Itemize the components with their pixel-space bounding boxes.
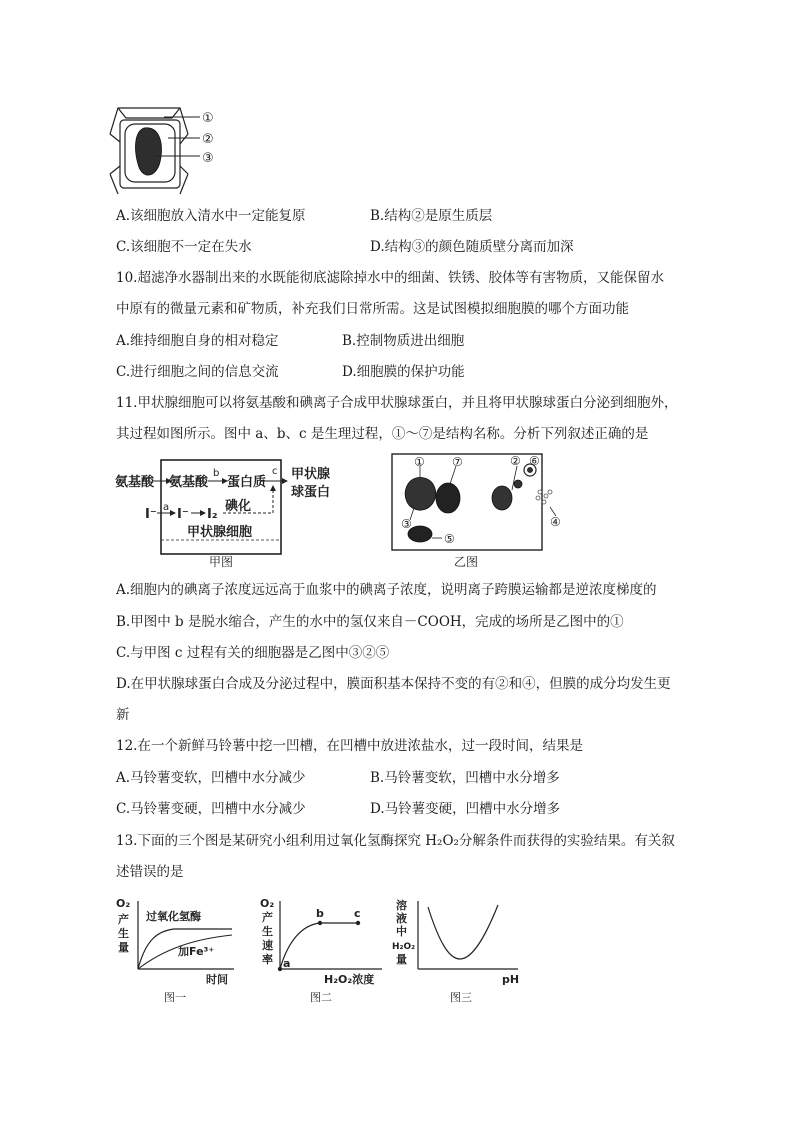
product-label-2: 球蛋白 [291, 485, 331, 500]
q11-option-d-line-1: D.在甲状腺球蛋白合成及分泌过程中，膜面积基本保持不变的有②和④，但膜的成分均发生更 [116, 676, 671, 692]
curve-h2o2-vs-ph [428, 905, 498, 959]
thyroid-cell-label: 甲状腺细胞 [187, 525, 253, 540]
q9-option-d: D.结构③的颜色随质壁分离而加深 [370, 239, 574, 255]
amino-acid-inside: 氨基酸 [169, 475, 209, 490]
iodine-label: I₂ [207, 507, 218, 522]
figure-2-chart [258, 895, 388, 1007]
iodination-label: 碘化 [225, 499, 252, 514]
figure-yi-caption: 乙图 [454, 555, 479, 569]
protein-label: 蛋白质 [227, 475, 267, 490]
fig2-y-label-2: 产 [262, 911, 273, 924]
fig1-curve-label-fe3: 加Fe³⁺ [178, 945, 215, 958]
q12-stem: 12.在一个新鲜马铃薯中挖一凹槽，在凹槽中放进浓盐水，过一段时间，结果是 [116, 738, 583, 754]
fig3-x-label: pH [502, 973, 520, 986]
q11-stem-line-2: 其过程如图所示。图中 a、b、c 是生理过程，①～⑦是结构名称。分析下列叙述正确的是 [116, 426, 649, 442]
q9-option-b: B.结构②是原生质层 [370, 208, 493, 224]
q10-stem-line-1: 10.超滤净水器制出来的水既能彻底滤除掉水中的细菌、铁锈、胶体等有害物质，又能保留水 [116, 270, 664, 286]
point-a [278, 967, 282, 971]
fig1-y-label-2: 产 [118, 913, 129, 926]
q9-option-c: C.该细胞不一定在失水 [116, 239, 252, 255]
fig1-y-label-1: O₂ [116, 897, 131, 910]
figure-jia-caption: 甲图 [209, 555, 234, 569]
q10-option-b: B.控制物质进出细胞 [342, 333, 465, 349]
q11-stem-line-1: 11.甲状腺细胞可以将氨基酸和碘离子合成甲状腺球蛋白，并且将甲状腺球蛋白分泌到细胞外， [116, 395, 678, 411]
q10-option-c: C.进行细胞之间的信息交流 [116, 364, 279, 380]
yi-label-6: ⑥ [529, 454, 540, 468]
q12-option-d: D.马铃薯变硬，凹槽中水分增多 [370, 801, 561, 817]
plant-cell-figure [108, 104, 228, 196]
product-label-1: 甲状腺 [291, 467, 331, 482]
q10-stem-line-2: 中原有的微量元素和矿物质，补充我们日常所需。这是试图模拟细胞膜的哪个方面功能 [116, 301, 629, 317]
figure-1-chart [114, 895, 254, 1007]
q12-option-c: C.马铃薯变硬，凹槽中水分减少 [116, 801, 306, 817]
cell-label-2: ② [202, 132, 214, 147]
fig2-y-label-5: 率 [262, 953, 273, 966]
iodide-inside: I⁻ [177, 507, 189, 522]
fig2-x-label: H₂O₂浓度 [324, 973, 375, 986]
yi-label-4: ④ [550, 515, 561, 529]
fig2-point-b-label: b [316, 907, 324, 920]
figure-3-chart [392, 895, 532, 1007]
q9-option-a: A.该细胞放入清水中一定能复原 [116, 208, 306, 224]
fig3-y-label-3: 中 [396, 925, 407, 938]
iodide-outside: I⁻ [145, 507, 157, 522]
fig1-caption: 图一 [164, 991, 186, 1004]
q13-stem-line-2: 述错误的是 [116, 864, 184, 880]
q12-option-a: A.马铃薯变软，凹槽中水分减少 [116, 770, 306, 786]
q10-option-a: A.维持细胞自身的相对稳定 [116, 333, 279, 349]
fig1-y-label-4: 量 [118, 941, 129, 954]
cell-label-3: ③ [202, 151, 214, 166]
yi-label-1: ① [414, 455, 425, 469]
q11-option-d-line-2: 新 [116, 707, 130, 723]
point-c [356, 921, 360, 925]
fig2-point-c-label: c [354, 907, 361, 920]
fig3-y-label-5: 量 [396, 953, 407, 966]
fig2-y-label-1: O₂ [260, 897, 275, 910]
cell-label-1: ① [202, 111, 214, 126]
yi-label-3: ③ [401, 517, 412, 531]
figure-yi [390, 452, 570, 570]
yi-label-2: ② [510, 454, 521, 468]
organelle-cluster [405, 464, 536, 542]
q13-stem-line-1: 13.下面的三个图是某研究小组利用过氧化氢酶探究 H₂O₂分解条件而获得的实验结果。有关叙 [116, 833, 675, 849]
shrunken-protoplast [136, 128, 162, 175]
fig3-y-label-1: 溶 [396, 899, 407, 912]
fig3-caption: 图三 [450, 991, 472, 1004]
q11-option-c: C.与甲图 c 过程有关的细胞器是乙图中③②⑤ [116, 645, 390, 661]
figure-jia [113, 456, 363, 570]
yi-label-5: ⑤ [444, 532, 455, 546]
fig1-y-label-3: 生 [118, 927, 129, 940]
process-a-label: a [163, 502, 170, 513]
fig1-x-label: 时间 [206, 973, 228, 986]
process-b-label: b [213, 468, 220, 479]
q11-option-a: A.细胞内的碘离子浓度远远高于血浆中的碘离子浓度，说明离子跨膜运输都是逆浓度梯度的 [116, 582, 657, 598]
q12-option-b: B.马铃薯变软，凹槽中水分增多 [370, 770, 560, 786]
fig3-y-label-2: 液 [396, 912, 407, 925]
fig2-point-a-label: a [283, 957, 291, 970]
point-b [318, 921, 322, 925]
fig2-y-label-3: 生 [262, 925, 273, 938]
amino-acid-outside: 氨基酸 [115, 475, 155, 490]
yi-label-7: ⑦ [452, 455, 463, 469]
fig2-y-label-4: 速 [262, 939, 273, 952]
fig2-caption: 图二 [310, 991, 332, 1004]
curve-rate [280, 923, 358, 969]
q10-option-d: D.细胞膜的保护功能 [342, 364, 465, 380]
fig3-y-label-4: H₂O₂ [392, 942, 416, 952]
q11-option-b: B.甲图中 b 是脱水缩合，产生的水中的氢仅来自－COOH，完成的场所是乙图中的① [116, 614, 624, 630]
process-c-label: c [272, 466, 278, 477]
fig1-curve-label-catalase: 过氧化氢酶 [146, 910, 201, 923]
